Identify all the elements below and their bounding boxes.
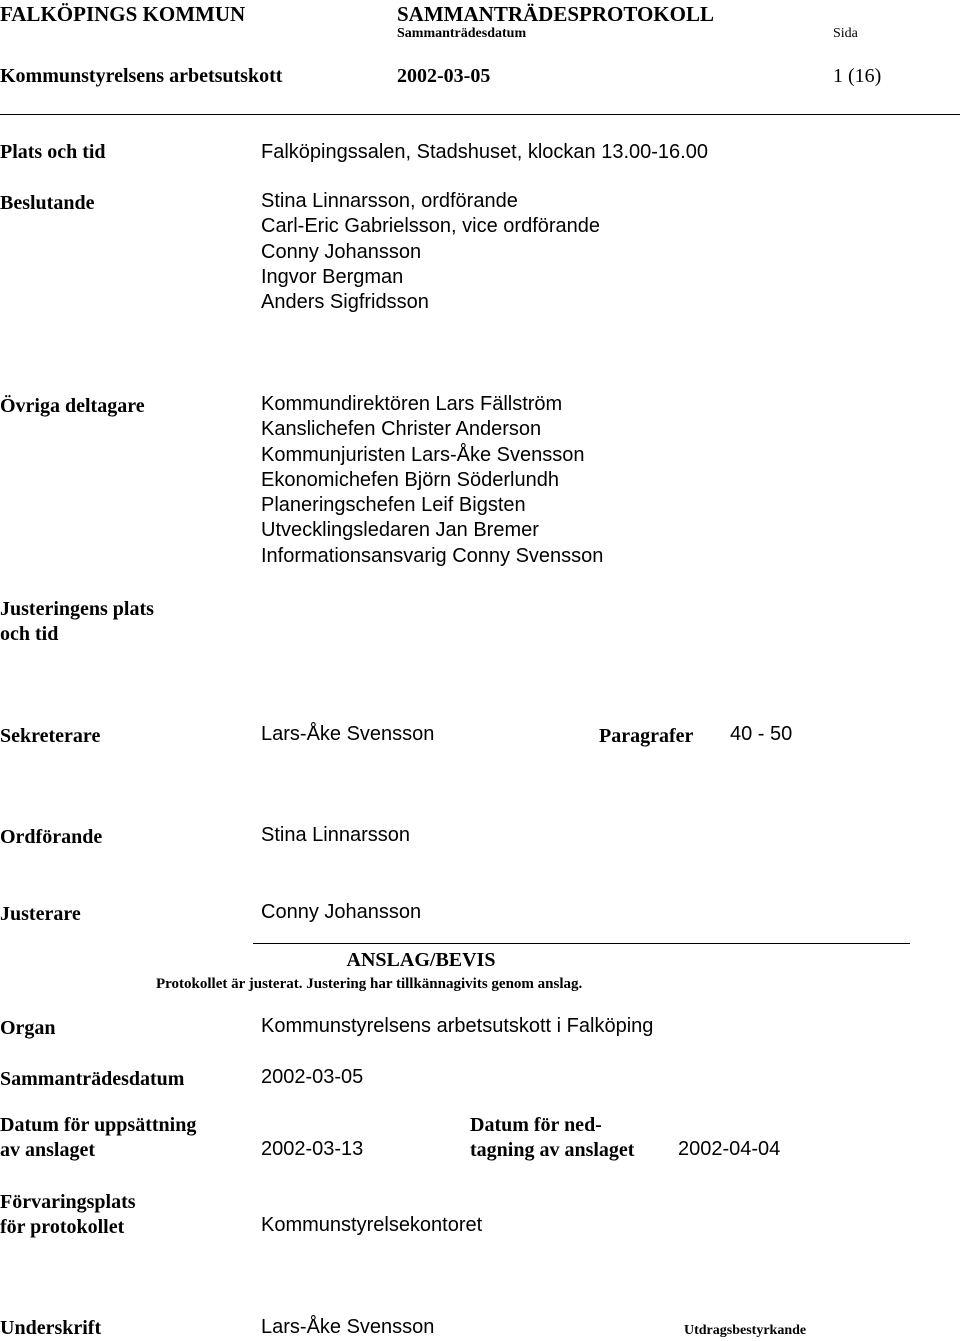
list-item: Planeringschefen Leif Bigsten	[261, 494, 526, 517]
removal-label-line1: Datum för ned-	[470, 1114, 602, 1136]
header-page-label: Sida	[833, 26, 858, 41]
notice-subtitle: Protokollet är justerat. Justering har tillkännagivits genom anslag.	[156, 976, 583, 992]
chair-name: Stina Linnarsson	[261, 824, 410, 846]
certifying-label: Utdragsbestyrkande	[684, 1323, 807, 1338]
storage-value: Kommunstyrelsekontoret	[261, 1214, 483, 1236]
list-item: Informationsansvarig Conny Svensson	[261, 544, 604, 567]
paragraphs-label: Paragrafer	[599, 725, 694, 747]
header-divider	[0, 114, 960, 115]
adjuster-name: Conny Johansson	[261, 901, 422, 923]
posting-label-line1: Datum för uppsättning	[0, 1114, 197, 1136]
header-date-label: Sammanträdesdatum	[397, 26, 527, 41]
committee-name: Kommunstyrelsens arbetsutskott	[0, 65, 283, 87]
header-meeting-date: 2002-03-05	[397, 65, 491, 87]
list-item: Kanslichefen Christer Anderson	[261, 418, 542, 441]
signature-name: Lars-Åke Svensson	[261, 1316, 435, 1338]
posting-date: 2002-03-13	[261, 1138, 364, 1160]
secretary-name: Lars-Åke Svensson	[261, 723, 435, 745]
notice-divider	[253, 943, 910, 944]
list-item: Stina Linnarsson, ordförande	[261, 190, 518, 212]
others-label: Övriga deltagare	[0, 395, 145, 417]
page-number: 1 (16)	[833, 65, 882, 87]
deciding-label: Beslutande	[0, 192, 95, 214]
others-list	[261, 392, 603, 569]
list-item: Kommunjuristen Lars-Åke Svensson	[261, 443, 585, 466]
notice-date-value: 2002-03-05	[261, 1066, 364, 1088]
organ-label: Organ	[0, 1017, 56, 1039]
notice-title: ANSLAG/BEVIS	[346, 949, 496, 971]
chair-label: Ordförande	[0, 826, 103, 848]
secretary-label: Sekreterare	[0, 725, 101, 747]
document-type: SAMMANTRÄDESPROTOKOLL	[397, 2, 714, 26]
list-item: Conny Johansson	[261, 240, 422, 263]
deciding-list	[261, 189, 600, 315]
list-item: Anders Sigfridsson	[261, 291, 429, 314]
notice-date-label: Sammanträdesdatum	[0, 1068, 185, 1090]
list-item: Ingvor Bergman	[261, 265, 404, 288]
place-label: Plats och tid	[0, 141, 106, 163]
paragraphs-value: 40 - 50	[730, 723, 793, 745]
place-value: Falköpingssalen, Stadshuset, klockan 13.00-16.00	[261, 141, 708, 163]
adjustment-label-line1: Justeringens plats	[0, 598, 154, 620]
list-item: Utvecklingsledaren Jan Bremer	[261, 519, 539, 542]
adjuster-label: Justerare	[0, 903, 81, 925]
list-item: Carl-Eric Gabrielsson, vice ordförande	[261, 215, 601, 238]
signature-label: Underskrift	[0, 1317, 102, 1339]
organ-value: Kommunstyrelsens arbetsutskott i Falköping	[261, 1015, 654, 1037]
municipality-name: FALKÖPINGS KOMMUN	[0, 2, 246, 26]
list-item: Ekonomichefen Björn Söderlundh	[261, 468, 559, 491]
removal-label-line2: tagning av anslaget	[470, 1139, 635, 1161]
adjustment-label-line2: och tid	[0, 623, 59, 645]
storage-label-line2: för protokollet	[0, 1216, 125, 1238]
removal-date: 2002-04-04	[678, 1138, 781, 1160]
posting-label-line2: av anslaget	[0, 1139, 95, 1161]
storage-label-line1: Förvaringsplats	[0, 1191, 136, 1213]
list-item: Kommundirektören Lars Fällström	[261, 393, 563, 415]
